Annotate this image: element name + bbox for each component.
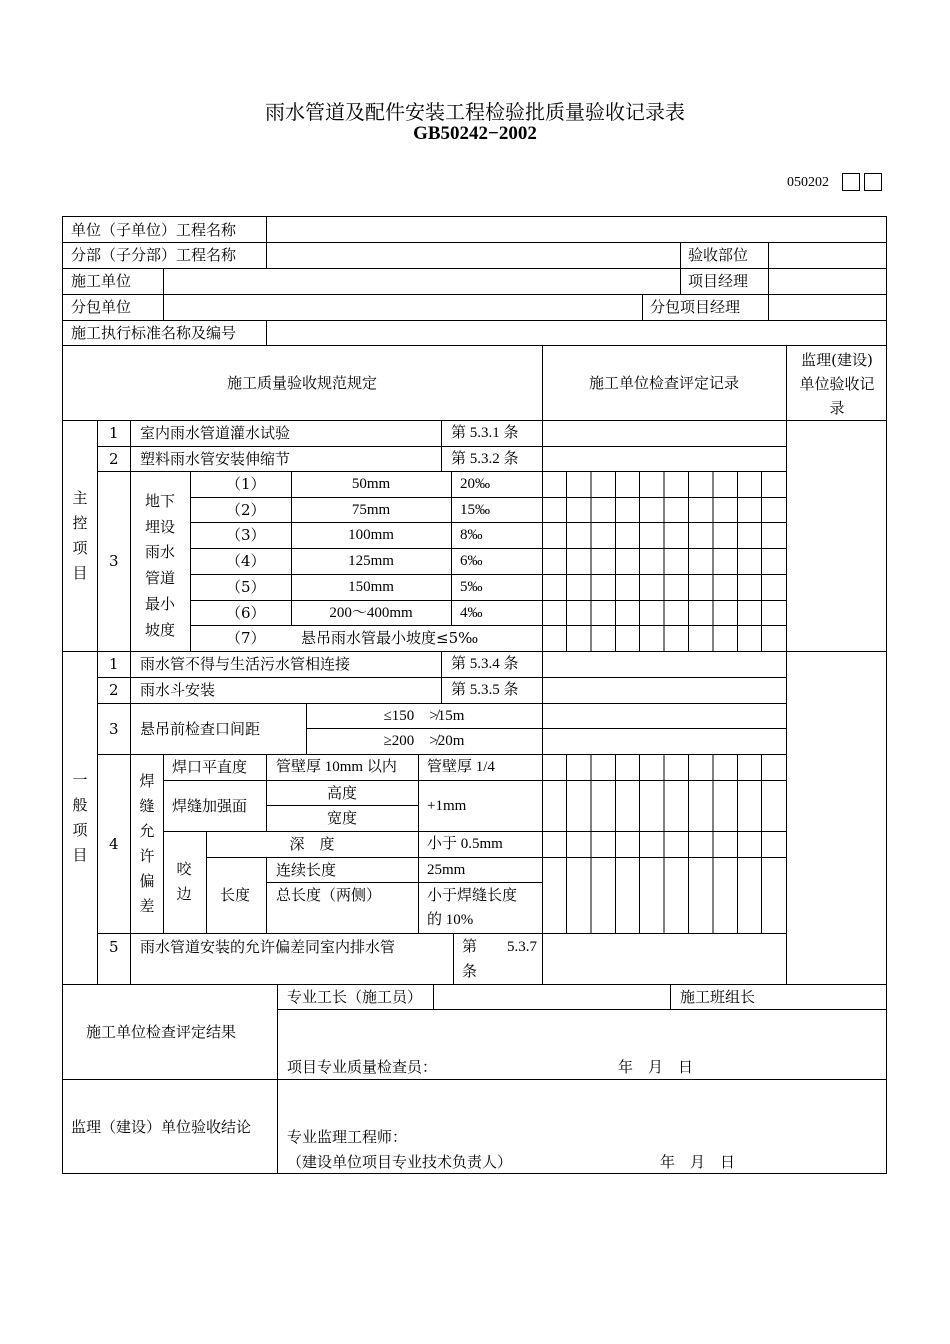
undercut-depth-label: 深 度: [289, 835, 335, 853]
weld-flatness-value: 管壁厚 1/4: [427, 759, 495, 775]
general-item-no: 1: [109, 655, 119, 673]
total-length-value: 小于焊缝长度: [427, 886, 518, 904]
general-item-name: 雨水管不得与生活污水管相连接: [140, 655, 351, 673]
check-column-header: 施工单位检查评定记录: [588, 374, 739, 392]
slope-diameter: 75mm: [351, 502, 391, 518]
undercut-depth-value: 小于 0.5mm: [427, 836, 503, 852]
acceptance-part-label: 验收部位: [688, 246, 749, 264]
continuous-length-label: 连续长度: [276, 861, 337, 879]
general-item-clause: 第 5.3.4 条: [451, 656, 519, 672]
slope-value: 20‰: [460, 476, 490, 492]
inspector-label: 项目专业质量检查员：: [287, 1058, 438, 1076]
slope-diameter: 100mm: [348, 527, 394, 543]
spec-column-header: 施工质量验收规范规定: [226, 374, 377, 392]
general-item-name: 雨水斗安装: [140, 681, 216, 699]
main-item-no: 1: [109, 424, 119, 442]
slope-diameter: 50mm: [351, 476, 391, 492]
weld-width-label: 宽度: [326, 809, 357, 827]
weld-label: 焊缝允许偏差: [139, 772, 155, 915]
spacing-rule: ≤150 ≯15m: [383, 708, 465, 724]
slope-index: （5）: [226, 578, 266, 596]
general-item-no: 4: [109, 835, 119, 853]
main-item-no: 2: [109, 450, 119, 468]
engineer-label: 专业监理工程师：: [287, 1128, 408, 1146]
form-code: 050202: [787, 175, 829, 190]
slope-label: 地下埋设雨水管道最小坡度: [144, 492, 175, 639]
weld-reinforcement-value: +1mm: [427, 798, 467, 814]
general-item-no: 2: [109, 681, 119, 699]
general-items-label: 一般项目: [72, 771, 88, 864]
team-leader-label: 施工班组长: [680, 988, 756, 1006]
sub-project-label: 分部（子分部）工程名称: [71, 246, 237, 264]
main-item-clause: 第 5.3.2 条: [451, 451, 519, 467]
undercut-label: 咬边: [176, 860, 192, 903]
slope-index: （4）: [226, 552, 266, 570]
slope-diameter: 150mm: [348, 579, 394, 595]
foreman-label: 专业工长（施工员）: [287, 988, 423, 1006]
subcontract-manager-label: 分包项目经理: [650, 298, 741, 316]
main-item-clause: 第 5.3.1 条: [451, 425, 519, 441]
slope-index: （6）: [226, 604, 266, 622]
project-manager-label: 项目经理: [688, 272, 749, 290]
unit-project-label: 单位（子单位）工程名称: [71, 221, 237, 239]
general-item-no: 5: [109, 938, 119, 956]
general-item-name: 雨水管道安装的允许偏差同室内排水管: [140, 938, 396, 956]
main-item-name: 室内雨水管道灌水试验: [140, 424, 291, 442]
form-title: 雨水管道及配件安装工程检验批质量验收记录表: [265, 100, 685, 124]
conclusion-label: 监理（建设）单位验收结论: [71, 1118, 252, 1136]
total-length-label: 总长度（两侧）: [276, 886, 382, 904]
undercut-length-label: 长度: [220, 886, 251, 904]
supervision-column-header: 监理(建设)单位验收记录: [799, 351, 875, 417]
weld-flatness-label: 焊口平直度: [172, 758, 248, 776]
slope-value: 6‰: [460, 553, 483, 569]
slope-value: 8‰: [460, 527, 483, 543]
subcontract-unit-label: 分包单位: [71, 298, 132, 316]
standard-code: GB50242−2002: [413, 123, 537, 144]
general-item-no: 3: [109, 720, 119, 738]
weld-flatness-condition: 管壁厚 10mm 以内: [276, 759, 397, 775]
slope-index: （2）: [226, 501, 266, 519]
slope-value: 4‰: [460, 605, 483, 621]
slope-value: 15‰: [460, 502, 490, 518]
slope-value: 5‰: [460, 579, 483, 595]
conclusion-date: 年 月 日: [660, 1153, 736, 1171]
standard-name-label: 施工执行标准名称及编号: [71, 324, 237, 342]
slope-diameter: 125mm: [348, 553, 394, 569]
main-item-name: 塑料雨水管安装伸缩节: [140, 450, 291, 468]
general-item-clause: 第 5.3.5 条: [451, 682, 519, 698]
slope-diameter: 200～400mm: [329, 605, 413, 621]
total-length-value: 的 10%: [427, 912, 474, 928]
general-item-clause: 条: [462, 962, 478, 980]
main-item-no: 3: [109, 552, 119, 570]
weld-reinforcement-label: 焊缝加强面: [172, 797, 248, 815]
weld-height-label: 高度: [326, 784, 357, 802]
result-date: 年 月 日: [618, 1058, 694, 1076]
slope-index: （7）: [226, 629, 266, 647]
general-item-clause: 第 5.3.7: [462, 939, 538, 955]
owner-label: （建设单位项目专业技术负责人）: [287, 1153, 513, 1171]
main-items-label: 主控项目: [72, 489, 88, 582]
construction-unit-label: 施工单位: [71, 272, 132, 290]
slope-hanging-text: 悬吊雨水管最小坡度≤5‰: [301, 629, 479, 647]
continuous-length-value: 25mm: [427, 862, 466, 878]
result-label: 施工单位检查评定结果: [86, 1023, 237, 1041]
slope-index: （1）: [226, 475, 266, 493]
slope-index: （3）: [226, 526, 266, 544]
spacing-label: 悬吊前检查口间距: [140, 720, 261, 738]
spacing-rule: ≥200 ≯20m: [383, 733, 465, 749]
